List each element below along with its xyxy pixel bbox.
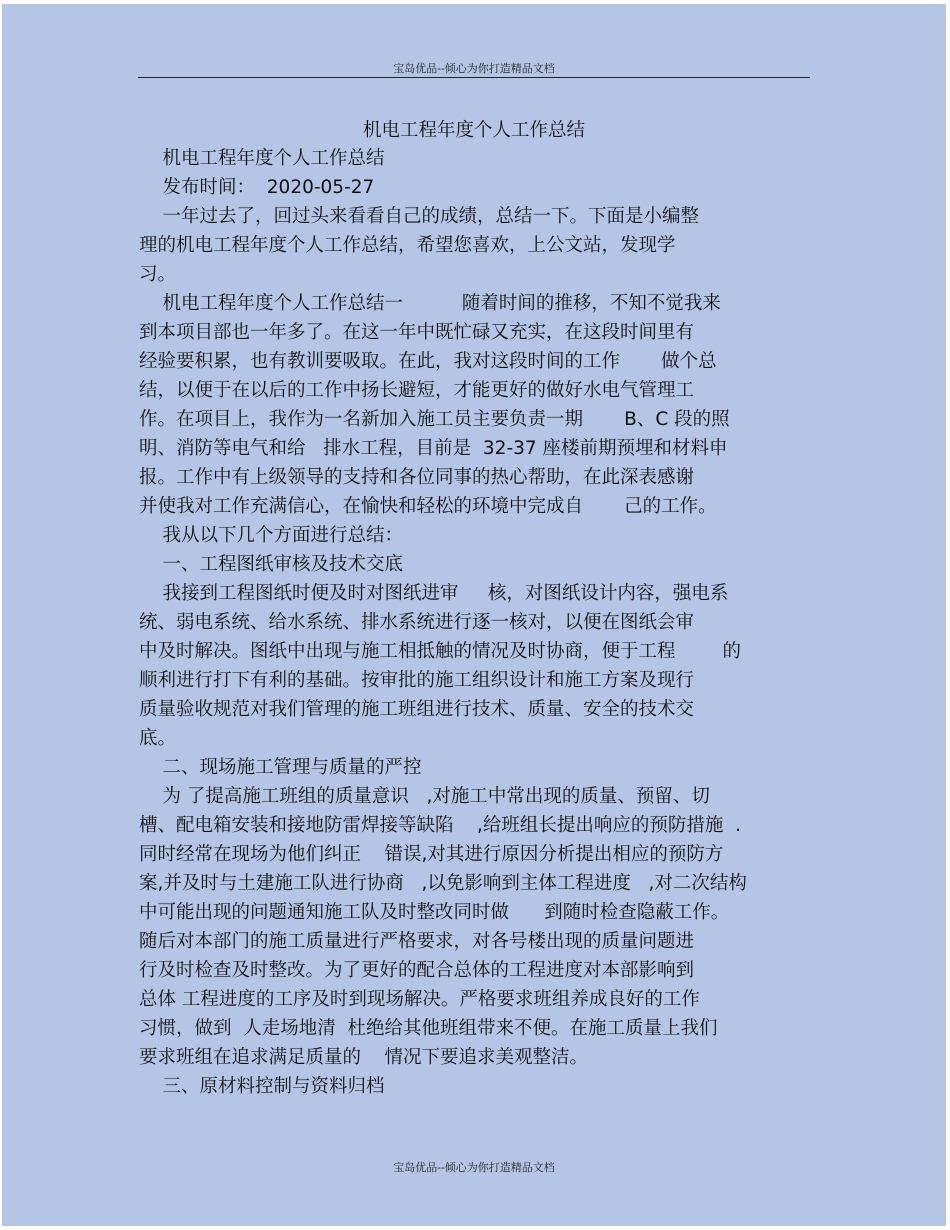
body-line: 中可能出现的问题通知施工队及时整改同时做 到随时检查隐蔽工作。 (139, 902, 730, 923)
body-line: 底。 (139, 728, 177, 749)
body-line: 结，以便于在以后的工作中扬长避短，才能更好的做好水电气管理工 (139, 380, 695, 401)
body-line: 三、原材料控制与资料归档 (139, 1076, 385, 1097)
document-title: 机电工程年度个人工作总结 (362, 120, 585, 141)
body-line: 我接到工程图纸时便及时对图纸进审 核，对图纸设计内容，强电系 (139, 583, 729, 604)
body-line: 作。在项目上，我作为一名新加入施工员主要负责一期 B、C 段的照 (139, 409, 730, 430)
body-line: 一年过去了，回过头来看看自己的成绩，总结一下。下面是小编整 (139, 206, 700, 227)
body-line: 行及时检查及时整改。为了更好的配合总体的工程进度对本部影响到 (139, 960, 695, 981)
body-line: 我从以下几个方面进行总结： (139, 525, 404, 546)
body-line: 顺利进行打下有利的基础。按审批的施工组织设计和施工方案及现行 (139, 670, 695, 691)
header-divider (138, 77, 810, 78)
body-line: 质量验收规范对我们管理的施工班组进行技术、质量、安全的技术交 (139, 699, 695, 720)
body-line: 二、现场施工管理与质量的严控 (139, 757, 422, 778)
body-line: 发布时间： 2020-05-27 (139, 177, 375, 198)
body-line: 随后对本部门的施工质量进行严格要求，对各号楼出现的质量问题进 (139, 931, 695, 952)
document-body (139, 144, 819, 1101)
body-line: 机电工程年度个人工作总结 (139, 148, 385, 169)
body-line: 统、弱电系统、给水系统、排水系统进行逐一核对，以便在图纸会审 (139, 612, 695, 633)
body-line: 报。工作中有上级领导的支持和各位同事的热心帮助，在此深表感谢 (139, 467, 695, 488)
body-line: 并使我对工作充满信心，在愉快和轻松的环境中完成自 己的工作。 (139, 496, 717, 517)
body-line: 明、消防等电气和给 排水工程，目前是 32-37 座楼前期预埋和材料申 (139, 438, 728, 459)
body-line: 一、工程图纸审核及技术交底 (139, 554, 404, 575)
body-line: 习。 (139, 264, 177, 285)
body-line: 为 了提高施工班组的质量意识 ,对施工中常出现的质量、预留、切 (139, 786, 710, 807)
body-line: 经验要积累，也有教训要吸取。在此，我对这段时间的工作 做个总 (139, 351, 717, 372)
body-line: 中及时解决。图纸中出现与施工相抵触的情况及时协商，便于工程 的 (139, 641, 742, 662)
body-line: 习惯，做到 人走场地清 杜绝给其他班组带来不便。在施工质量上我们 (139, 1018, 718, 1039)
page-header: 宝岛优品--倾心为你打造精品文档 (393, 62, 555, 75)
body-line: 总体 工程进度的工序及时到现场解决。严格要求班组养成良好的工作 (139, 989, 700, 1010)
body-line: 同时经常在现场为他们纠正 错误,对其进行原因分析提出相应的预防方 (139, 844, 724, 865)
body-line: 要求班组在追求满足质量的 情况下要追求美观整洁。 (139, 1047, 589, 1068)
body-line: 机电工程年度个人工作总结一 随着时间的推移，不知不觉我来 (139, 293, 721, 314)
body-line: 理的机电工程年度个人工作总结，希望您喜欢，上公文站，发现学 (139, 235, 676, 256)
body-line: 案,并及时与土建施工队进行协商 ,以免影响到主体工程进度 ,对二次结构 (139, 873, 747, 894)
body-line: 到本项目部也一年多了。在这一年中既忙碌又充实，在这段时间里有 (139, 322, 695, 343)
body-line: 槽、配电箱安装和接地防雷焊接等缺陷 ,给班组长提出响应的预防措施 . (139, 815, 742, 836)
page-footer: 宝岛优品--倾心为你打造精品文档 (393, 1161, 555, 1174)
document-page (2, 4, 946, 1226)
